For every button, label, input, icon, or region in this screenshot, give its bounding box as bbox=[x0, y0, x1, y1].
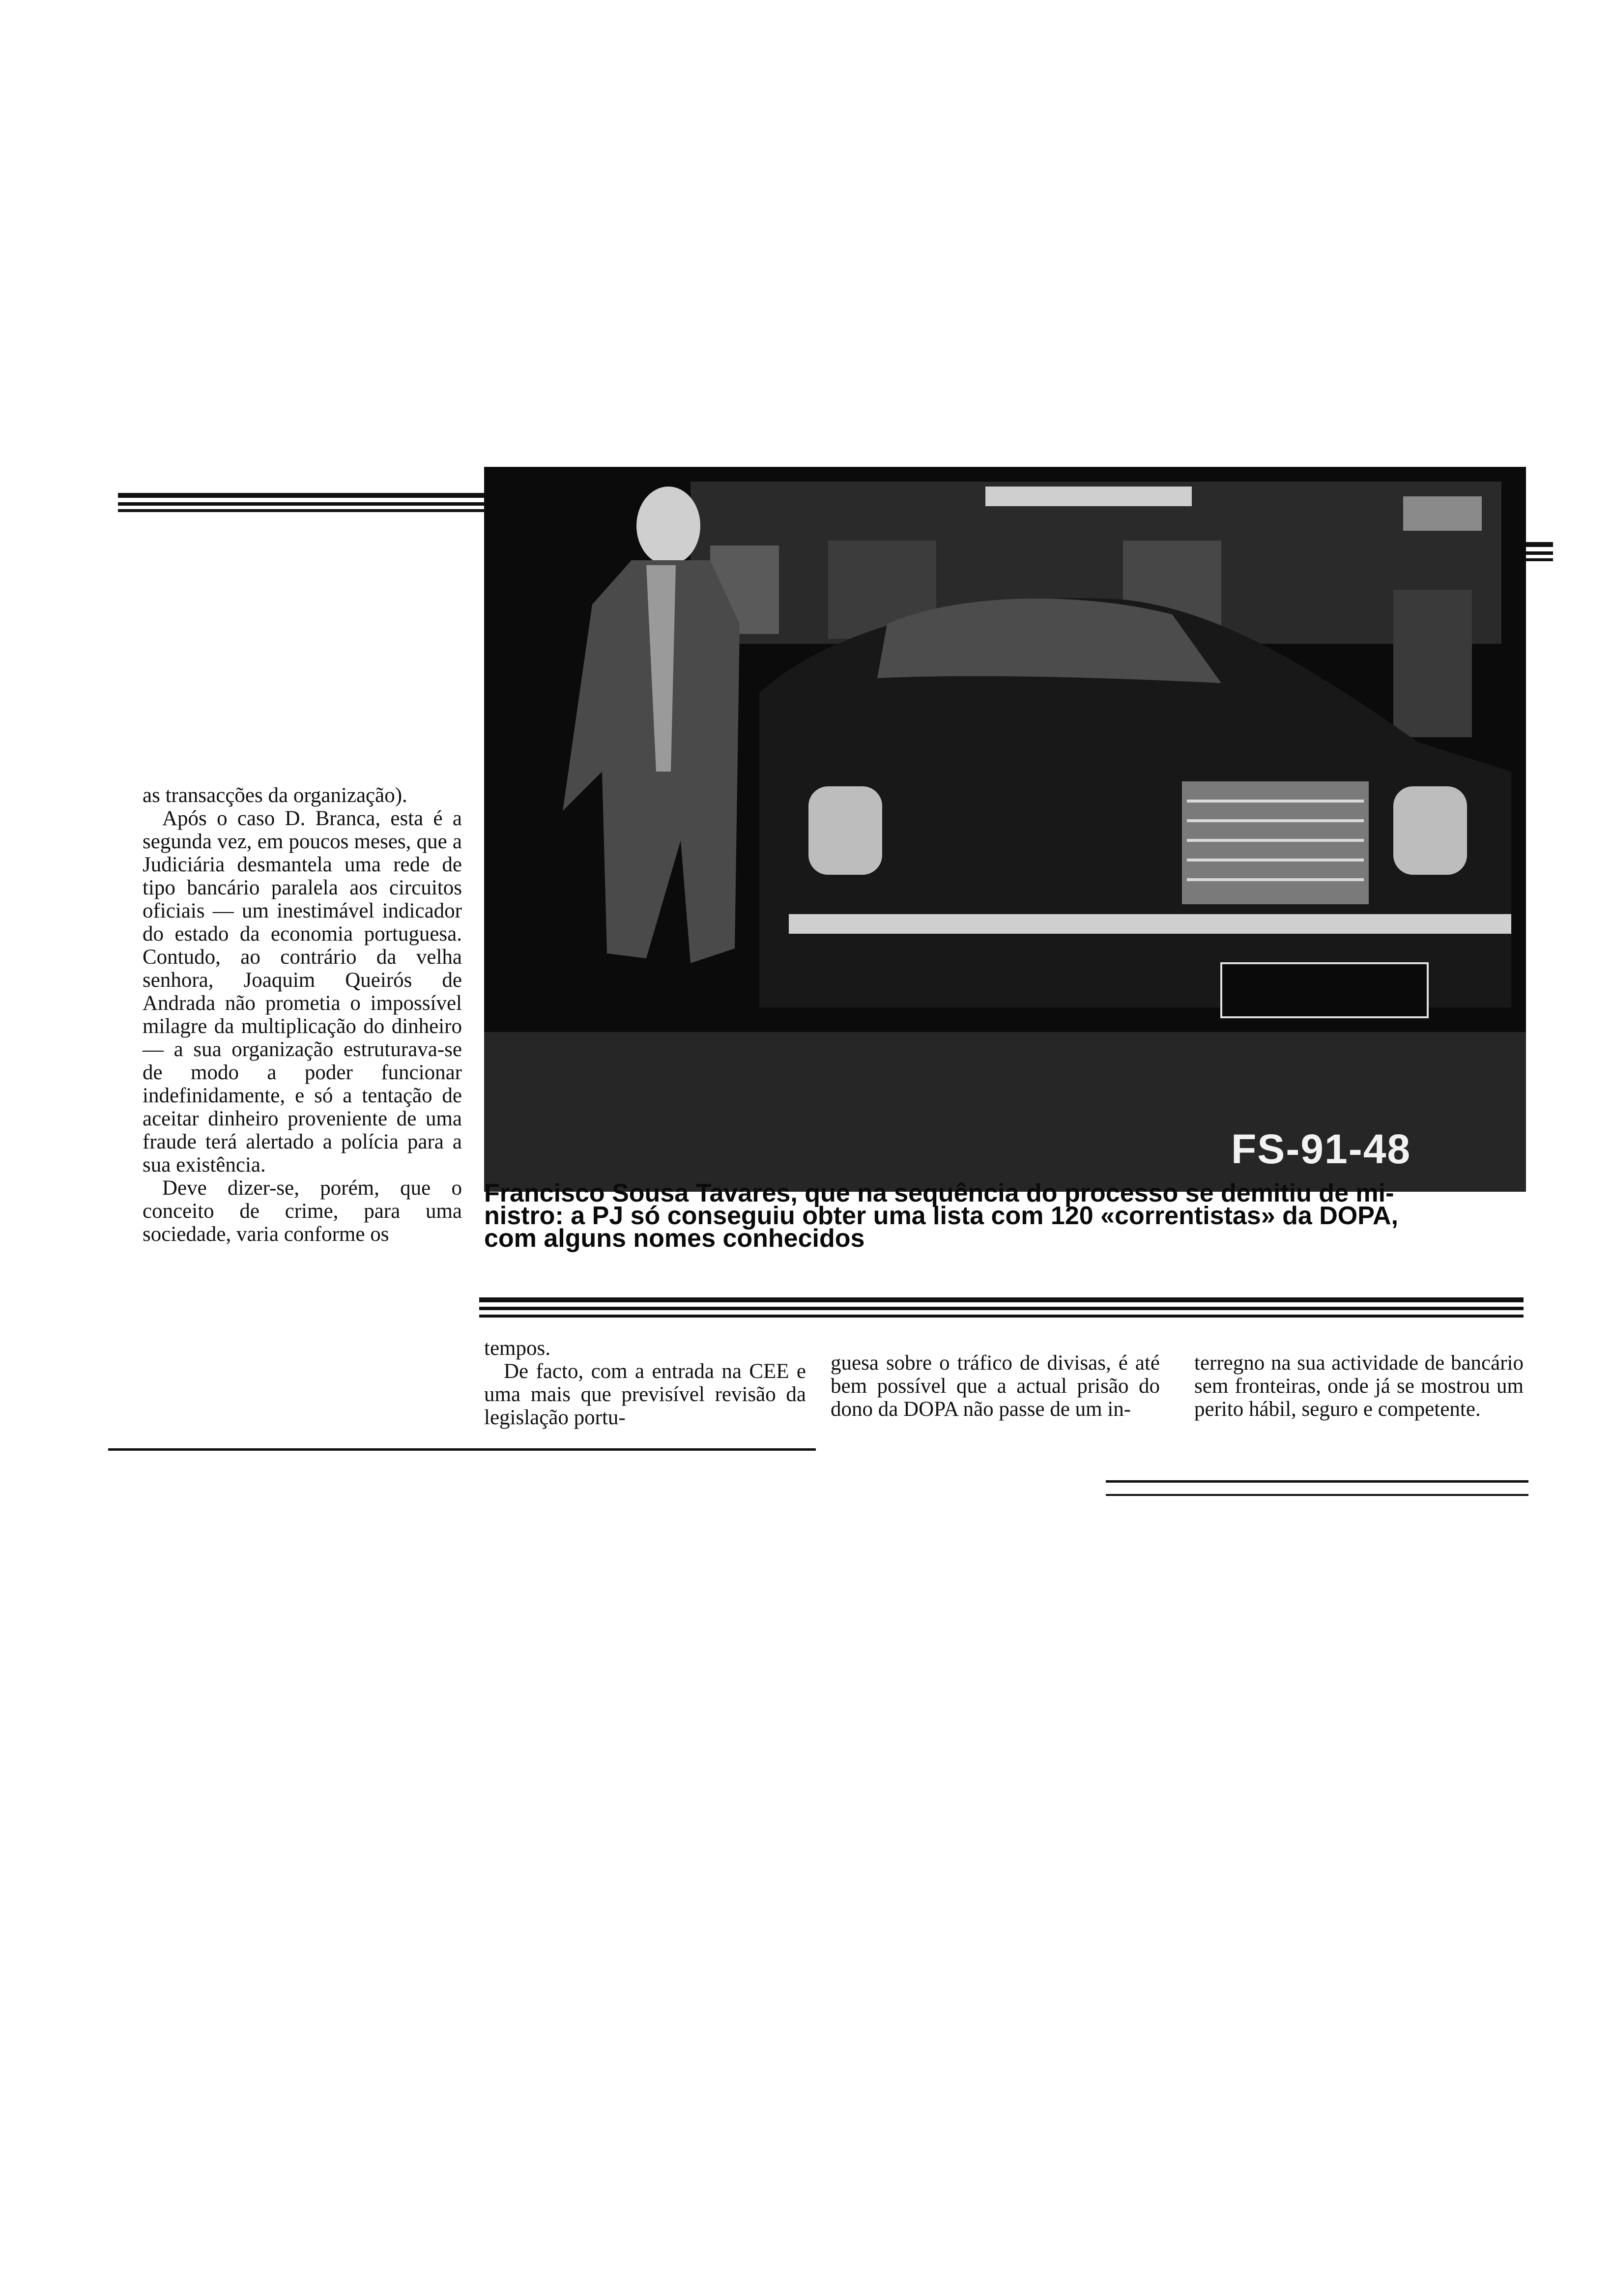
photo bbox=[484, 467, 1526, 1192]
left-paragraph-2: Após o caso D. Branca, esta é a segunda vez, em poucos meses, que a Judiciária desmantela uma rede de tipo bancário paralela aos circuitos oficiais — um inestimável indicador do estado da economia portuguesa. Contudo, ao contrário da velha senhora, Joaquim Queirós de Andrada não prometia o impossível milagre da multiplicação do dinheiro — a sua organização estruturava-se de modo a poder funcionar indefinidamente, e só a tentação de aceitar dinheiro proveniente de uma fraude terá alertado a polícia para a sua existência. bbox=[143, 807, 462, 1177]
caption-rule-3 bbox=[479, 1315, 1524, 1318]
top-rule-1 bbox=[118, 493, 487, 498]
caption-line-1: Francisco Sousa Tavares, que na sequência do processo se demitiu de mi- bbox=[484, 1179, 1394, 1207]
bottom-column-2 bbox=[831, 1351, 1160, 1421]
caption-rule-2 bbox=[479, 1307, 1524, 1310]
bottom-rule-right-2 bbox=[1106, 1494, 1528, 1496]
caption-rule-1 bbox=[479, 1297, 1524, 1302]
left-paragraph-1: as transacções da organização). bbox=[143, 784, 407, 807]
license-plate-text: FS-91-48 bbox=[1231, 1126, 1411, 1172]
bottom-rule-left bbox=[108, 1448, 816, 1451]
bottom-col1-paragraph-1: tempos. bbox=[484, 1337, 550, 1360]
bottom-column-1 bbox=[484, 1337, 806, 1429]
caption-line-2: nistro: a PJ só conseguiu obter uma lista com 120 «correntistas» da DOPA, bbox=[484, 1202, 1399, 1230]
bottom-rule-right bbox=[1106, 1480, 1528, 1483]
left-paragraph-3: Deve dizer-se, porém, que o conceito de crime, para uma sociedade, varia conforme os bbox=[143, 1177, 462, 1246]
caption-line-3: com alguns nomes conhecidos bbox=[484, 1224, 865, 1253]
photo-illustration bbox=[484, 467, 1526, 1192]
top-rule-3 bbox=[118, 509, 487, 512]
left-column bbox=[143, 784, 462, 1246]
bottom-col2-paragraph-1: guesa sobre o tráfico de divisas, é até bem possível que a actual prisão do dono da DOPA não passe de um in- bbox=[831, 1351, 1160, 1421]
top-rule-2 bbox=[118, 502, 487, 506]
photo-caption bbox=[484, 1179, 1516, 1253]
bottom-column-3 bbox=[1194, 1351, 1524, 1421]
bottom-col1-paragraph-2: De facto, com a entrada na CEE e uma mais que previsível revisão da legislação portu- bbox=[484, 1360, 806, 1429]
bottom-col3-paragraph-1: terregno na sua actividade de bancário sem fronteiras, onde já se mostrou um perito hábil, seguro e competente. bbox=[1194, 1351, 1524, 1421]
